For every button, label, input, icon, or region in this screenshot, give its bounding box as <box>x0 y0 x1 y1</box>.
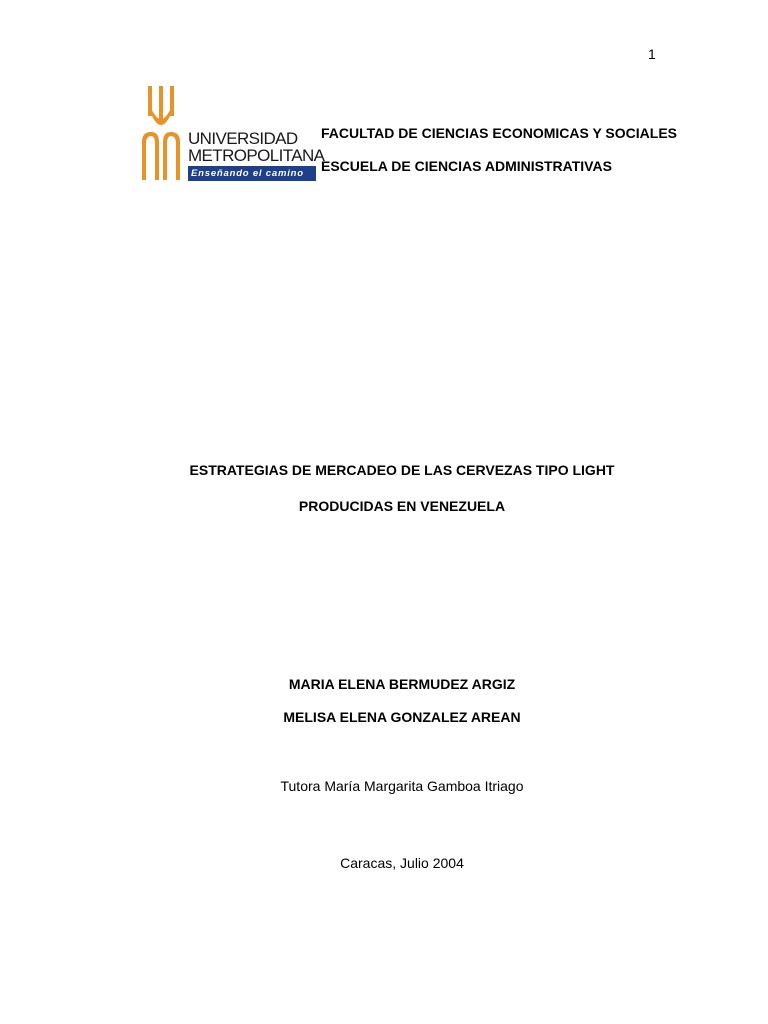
faculty-name: FACULTAD DE CIENCIAS ECONOMICAS Y SOCIALES <box>321 125 677 141</box>
logo-tagline: Enseñando el camino <box>188 166 316 181</box>
author-2: MELISA ELENA GONZALEZ AREAN <box>283 709 521 725</box>
university-logo <box>140 84 325 182</box>
author-1: MARIA ELENA BERMUDEZ ARGIZ <box>288 676 516 692</box>
place-date: Caracas, Julio 2004 <box>340 855 464 871</box>
page-number: 1 <box>648 46 656 62</box>
school-name: ESCUELA DE CIENCIAS ADMINISTRATIVAS <box>321 158 612 174</box>
thesis-title-line-2: PRODUCIDAS EN VENEZUELA <box>298 498 506 514</box>
university-emblem-icon <box>140 84 182 180</box>
logo-line-metropolitana: METROPOLITANA <box>188 146 325 165</box>
tutor-name: Tutora María Margarita Gamboa Itriago <box>280 778 524 794</box>
thesis-title-line-1: ESTRATEGIAS DE MERCADEO DE LAS CERVEZAS TIPO LIGHT <box>189 462 615 478</box>
logo-wordmark <box>188 129 325 181</box>
logo-line-universidad: UNIVERSIDAD <box>188 129 298 148</box>
